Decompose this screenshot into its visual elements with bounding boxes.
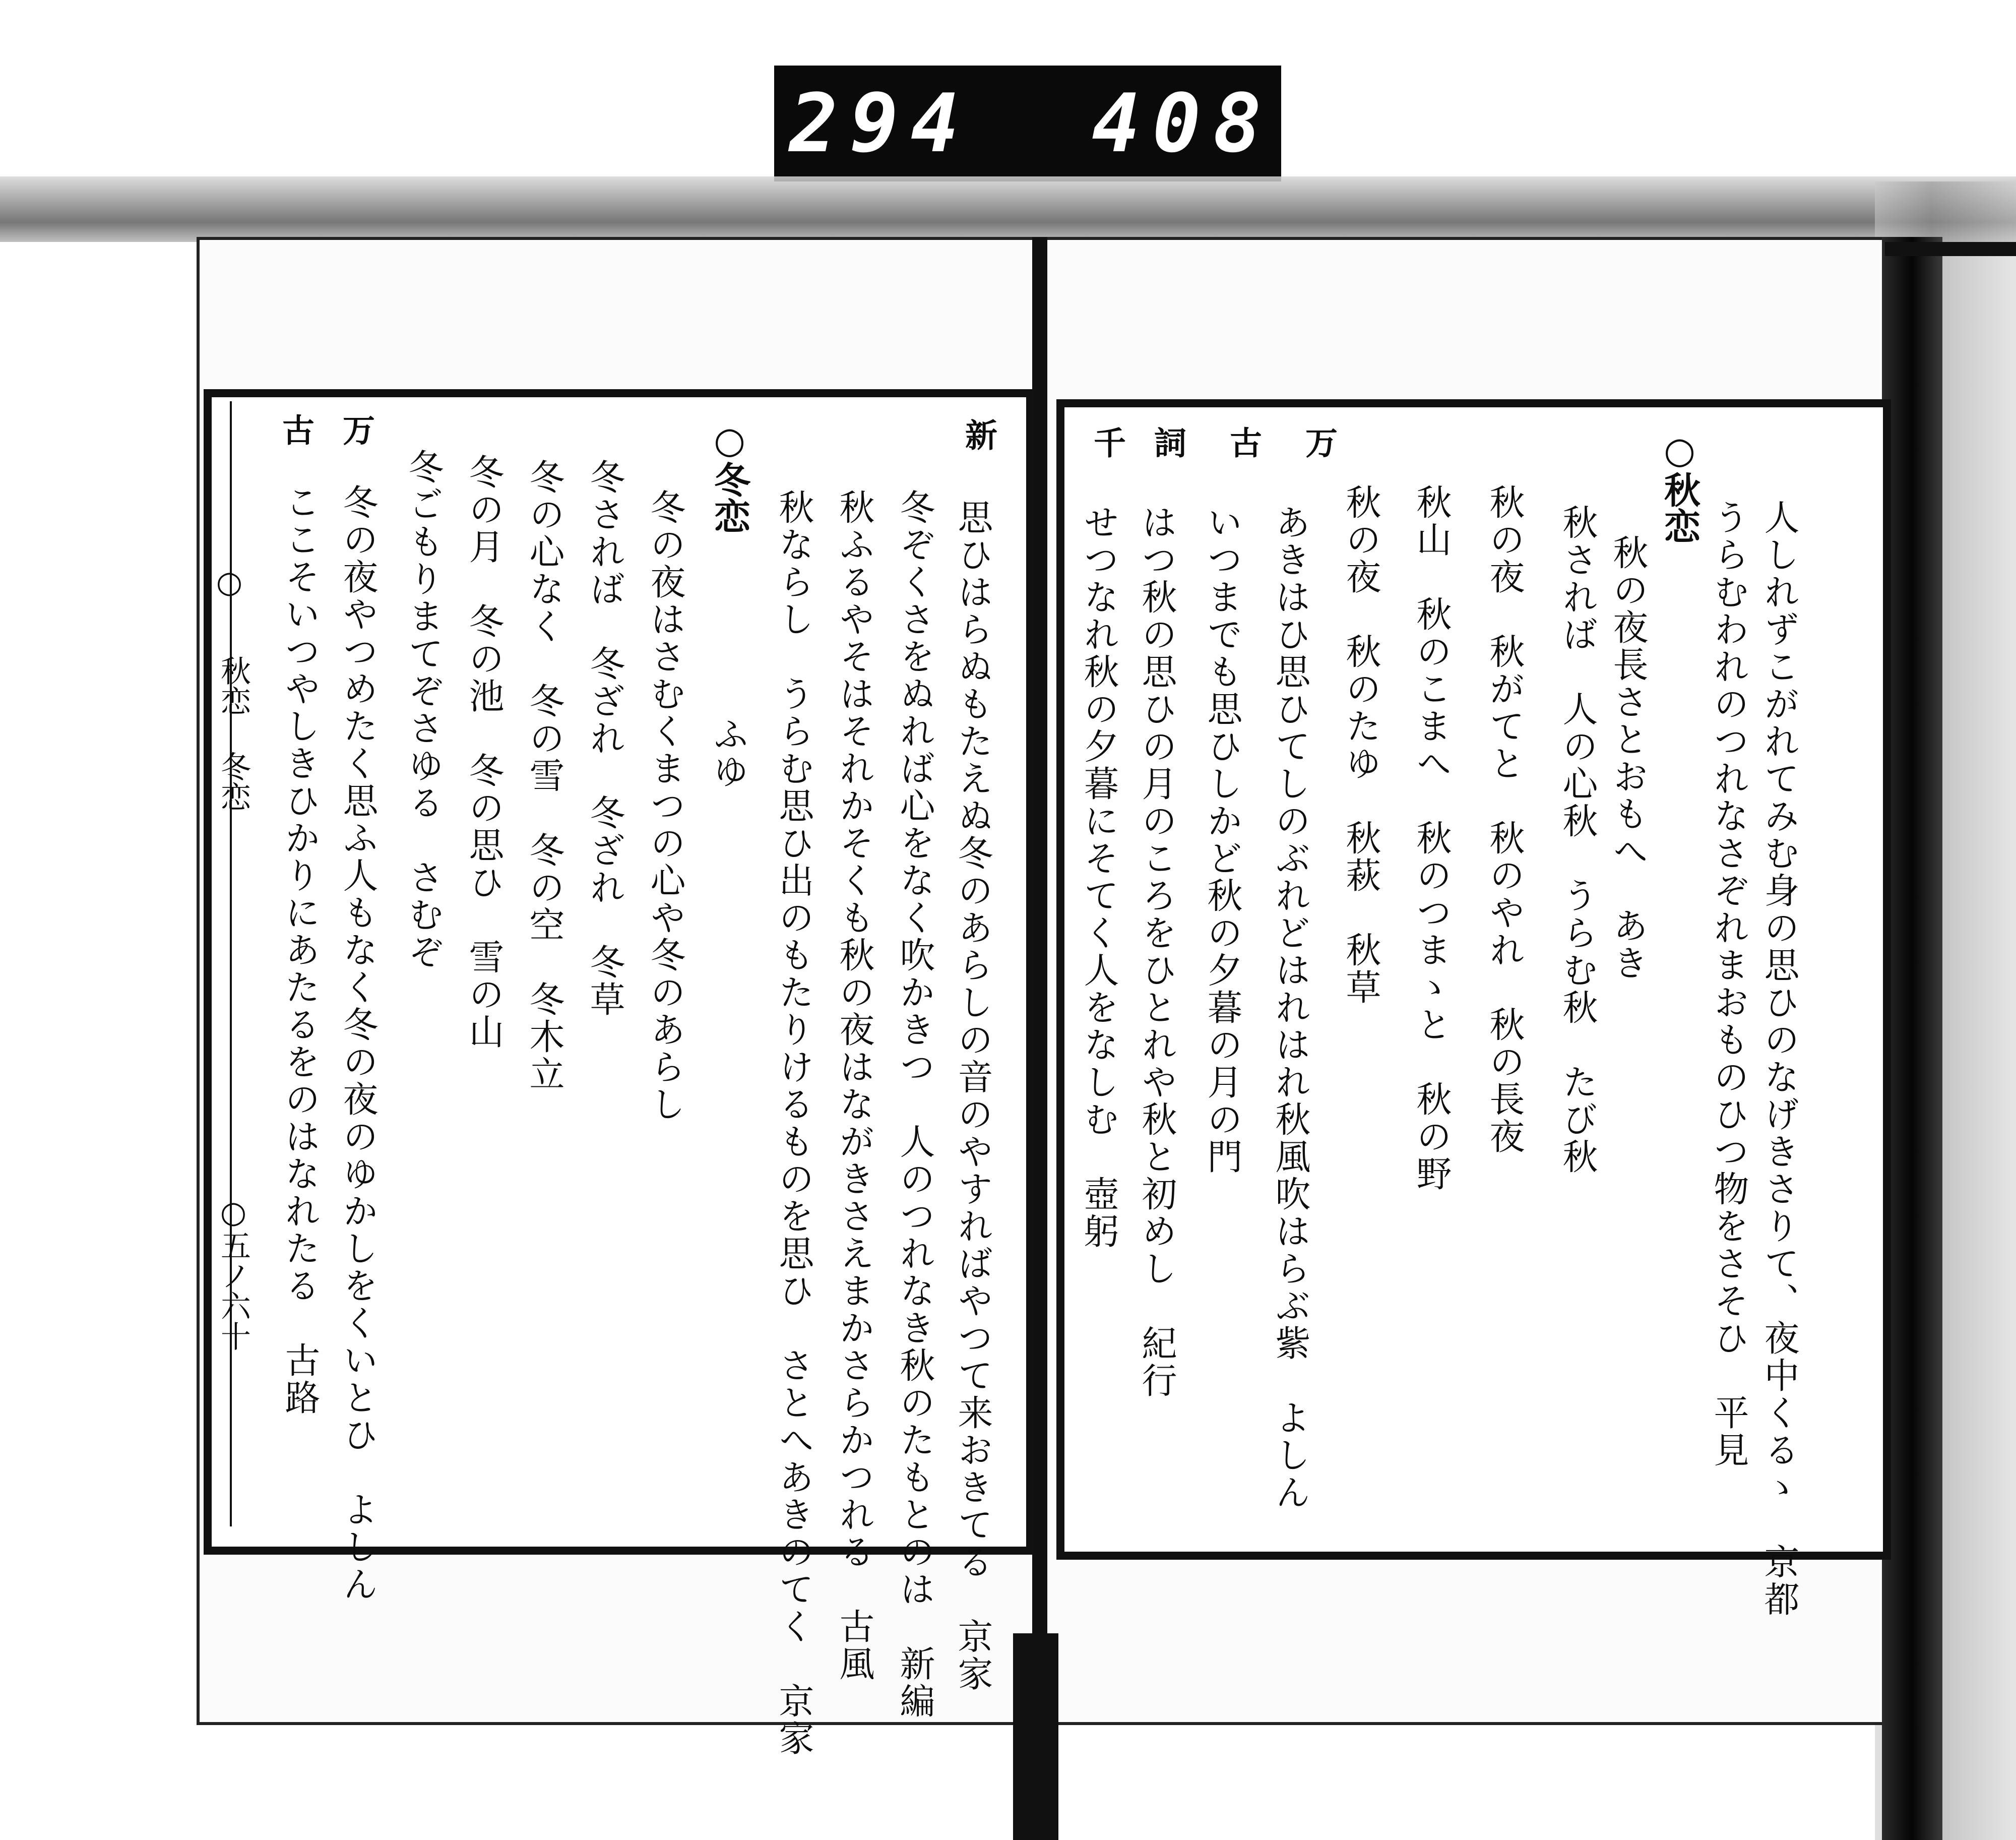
text-line: 冬ぞくさをぬれば心をなく吹かきつ 人のつれなき秋のたもとのは 新編 <box>894 489 935 1720</box>
frame-counter <box>774 66 1335 181</box>
source-label: 古 <box>1224 426 1262 458</box>
text-line: あきはひ思ひてしのぶれどはれはれ秋風吹はらぶ紫 よしん <box>1270 504 1311 1511</box>
section-heading-reading: ふゆ <box>708 716 749 790</box>
source-label: 詞 <box>1149 426 1186 458</box>
text-line: 秋の夜 秋のたゆ 秋萩 秋草 <box>1340 484 1381 1006</box>
section-heading: ○秋恋 <box>1658 428 1701 544</box>
text-line: 秋されば 人の心秋 うらむ秋 たび秋 <box>1557 504 1598 1176</box>
text-line: 秋ふるやそはそれかそくも秋の夜はながきさえまかさらかつれる 古風 <box>834 489 875 1683</box>
text-line: はつ秋の思ひの月のころをひとれや秋と初めし 紀行 <box>1136 504 1177 1399</box>
text-line: 秋ならし うらむ思ひ出のもたりけるものを思ひ さとへあきのてく 京家 <box>773 489 814 1757</box>
scan-noise-band <box>0 176 2016 242</box>
page-edge-stack <box>1882 237 1942 1840</box>
source-label: 新 <box>960 418 997 451</box>
frame-number-right: 408. <box>1092 76 1335 170</box>
spine-base <box>1013 1633 1058 1840</box>
margin-page-number: ○五ノ六十 <box>216 1195 251 1351</box>
text-line: 冬の夜はさむくまつの心や冬のあらし <box>645 489 686 1123</box>
source-label: 千 <box>1088 426 1126 458</box>
text-line: 冬の夜やつめたく思ふ人もなく冬の夜のゆかしをくいとひ よしん <box>337 484 379 1603</box>
text-line: 冬の月 冬の池 冬の思ひ 雪の山 <box>463 454 505 1051</box>
frame-number-left: 294 <box>789 76 971 170</box>
text-line: うらむわれのつれなさぞれまおものひつ物をさそひ 平見 <box>1708 499 1749 1469</box>
text-line: 秋の夜長さとおもへ あき <box>1607 534 1649 982</box>
source-label: 万 <box>1300 426 1338 458</box>
text-line: 秋山 秋のこまへ 秋のつまゝと 秋の野 <box>1411 484 1452 1193</box>
margin-mark: ○ <box>212 565 247 600</box>
text-line: いつまでも思ひしかど秋の夕暮の月の門 <box>1202 504 1243 1176</box>
book-spine <box>1032 237 1047 1840</box>
source-label: 万 <box>337 413 375 446</box>
text-line: 秋の夜 秋がてと 秋のやれ 秋の長夜 <box>1484 484 1525 1155</box>
text-line: 冬されば 冬ざれ 冬ざれ 冬草 <box>584 459 625 1018</box>
margin-title: 秋恋 冬恋 <box>216 655 251 812</box>
edge-bar <box>1885 242 2016 256</box>
text-line: ここそいつやしきひかりにあたるをのはなれたる 古路 <box>279 484 321 1417</box>
source-label: 古 <box>277 413 314 446</box>
text-line: 人しれずこがれてみむ身の思ひのなげきさりて、夜中くるゝ 京都 <box>1758 499 1800 1618</box>
text-line: 冬ごもりまてぞさゆる さむぞ <box>403 449 444 971</box>
text-line: 思ひはらぬもたえぬ冬のあらしの音のやすればやつて来おきてる 京家 <box>952 499 993 1693</box>
text-line: 冬の心なく 冬の雪 冬の空 冬木立 <box>524 459 565 1093</box>
section-heading: ○冬恋 <box>708 418 751 534</box>
text-line: せつなれ秋の夕暮にそてく人をなしむ 壺躬 <box>1078 504 1119 1250</box>
